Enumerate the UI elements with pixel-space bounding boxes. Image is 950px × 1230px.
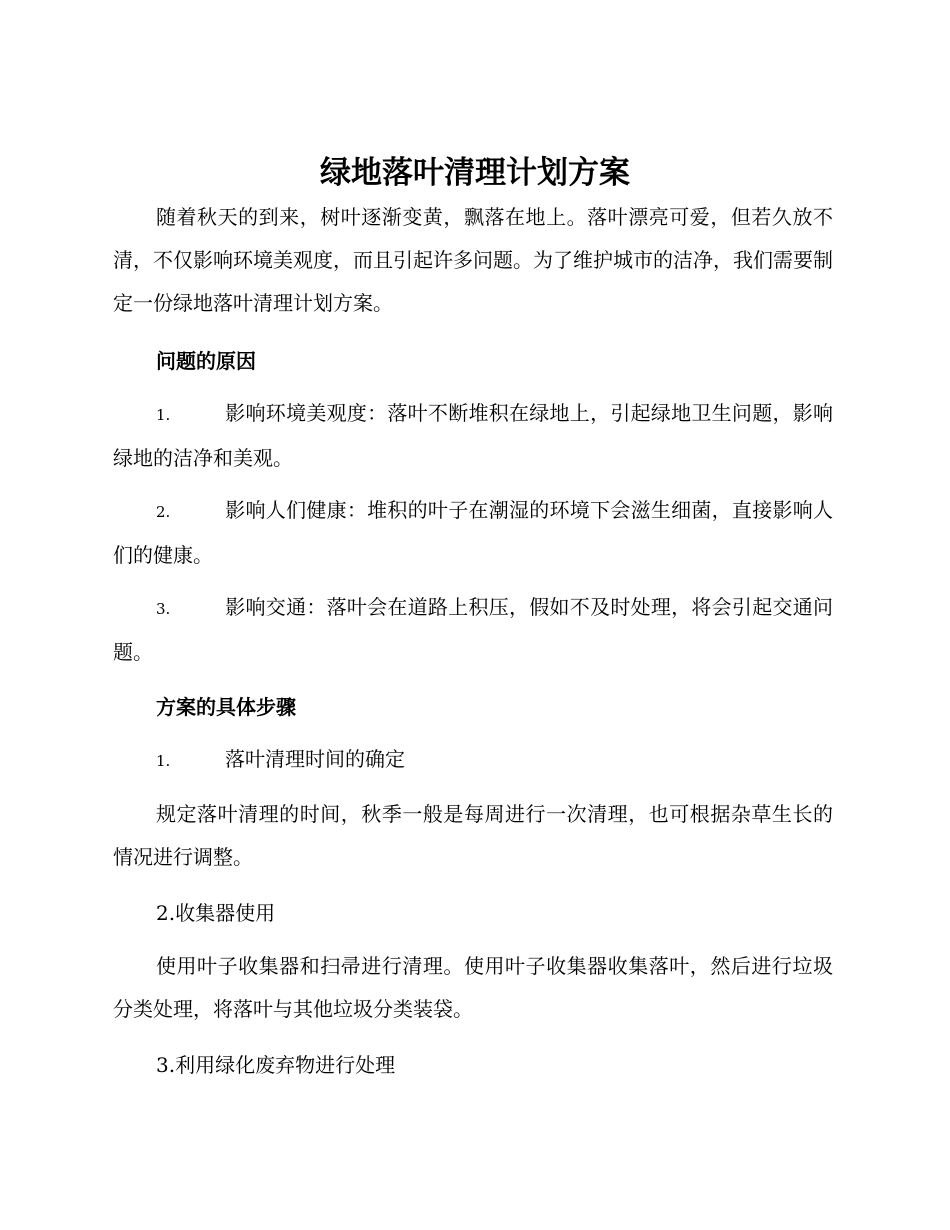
cause-item-text: 影响人们健康：堆积的叶子在潮湿的环境下会滋生细菌，直接影响人们的健康。 (113, 498, 833, 567)
cause-item-1 (113, 392, 833, 480)
cause-item-text: 影响环境美观度：落叶不断堆积在绿地上，引起绿地卫生问题，影响绿地的洁净和美观。 (113, 401, 833, 470)
section-heading-steps: 方案的具体步骤 (156, 695, 296, 719)
step-item-text: 落叶清理时间的确定 (225, 747, 405, 771)
section-heading-causes: 问题的原因 (156, 349, 256, 373)
cause-item-number: 3. (156, 600, 171, 618)
intro-paragraph: 随着秋天的到来，树叶逐渐变黄，飘落在地上。落叶漂亮可爱，但若久放不清，不仅影响环境美观度，而且引起许多问题。为了维护城市的洁净，我们需要制定一份绿地落叶清理计划方案。 (113, 205, 833, 315)
step-item-1 (113, 738, 833, 783)
step2-body-paragraph: 使用叶子收集器和扫帚进行清理。使用叶子收集器收集落叶，然后进行垃圾分类处理，将落叶与其他垃圾分类装袋。 (113, 954, 833, 1021)
cause-item-number: 1. (156, 406, 171, 424)
cause-item-2 (113, 489, 833, 577)
document-title: 绿地落叶清理计划方案 (320, 155, 630, 191)
cause-item-number: 2. (156, 503, 171, 521)
step3-title: 3.利用绿化废弃物进行处理 (156, 1053, 396, 1077)
step1-body-paragraph: 规定落叶清理的时间，秋季一般是每周进行一次清理，也可根据杂草生长的情况进行调整。 (113, 802, 833, 869)
cause-item-text: 影响交通：落叶会在道路上积压，假如不及时处理，将会引起交通问题。 (113, 595, 833, 664)
step-item-number: 1. (156, 752, 171, 770)
step2-title: 2.收集器使用 (156, 901, 276, 925)
cause-item-3 (113, 586, 833, 674)
